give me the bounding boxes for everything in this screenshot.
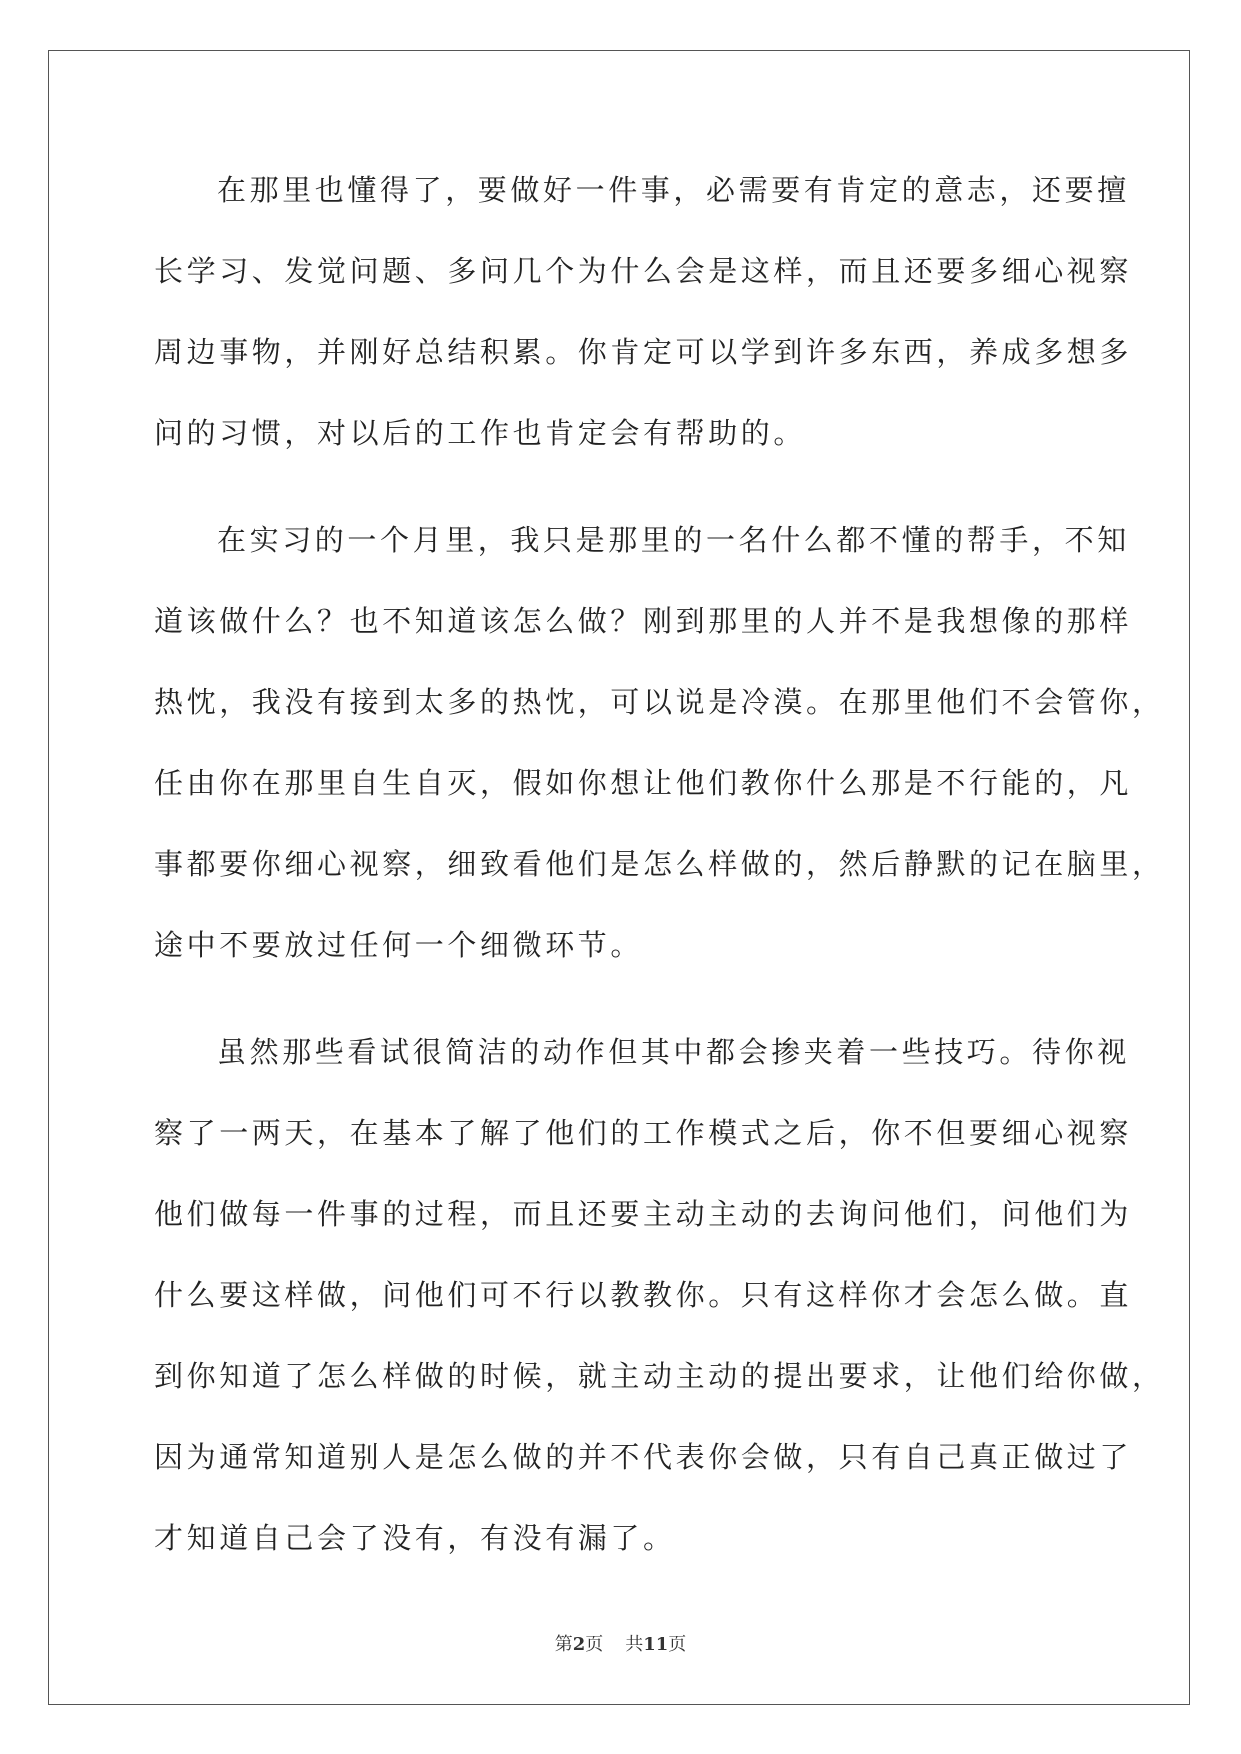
total-pages: 11 [643,1634,669,1655]
paragraph-1-line-4: 问的习惯，对以后的工作也肯定会有帮助的。 [154,416,807,450]
paragraph-3-line-5: 到你知道了怎么样做的时候，就主动主动的提出要求，让他们给你做， [154,1359,1165,1393]
paragraph-2-line-1: 在实习的一个月里，我只是那里的一名什么都不懂的帮手，不知 [217,523,1130,557]
page-footer [0,1630,1241,1656]
paragraph-2-line-2: 道该做什么？也不知道该怎么做？刚到那里的人并不是我想像的那样 [154,604,1133,638]
paragraph-3-line-6: 因为通常知道别人是怎么做的并不代表你会做，只有自己真正做过了 [154,1440,1133,1474]
page-number-prefix: 第 [554,1634,573,1655]
paragraph-2-line-3: 热忱，我没有接到太多的热忱，可以说是冷漠。在那里他们不会管你， [154,685,1165,719]
paragraph-3-line-7: 才知道自己会了没有，有没有漏了。 [154,1521,676,1555]
document-body [154,160,1165,1589]
total-pages-suffix: 页 [668,1634,687,1655]
paragraph-3-line-4: 什么要这样做，问他们可不行以教教你。只有这样你才会怎么做。直 [154,1278,1133,1312]
paragraph-3-line-3: 他们做每一件事的过程，而且还要主动主动的去询问他们，问他们为 [154,1197,1133,1231]
paragraph-2-line-5: 事都要你细心视察，细致看他们是怎么样做的，然后静默的记在脑里， [154,847,1165,881]
paragraph-3-line-1: 虽然那些看试很简洁的动作但其中都会掺夹着一些技巧。待你视 [217,1035,1130,1069]
paragraph-3-line-2: 察了一两天，在基本了解了他们的工作模式之后，你不但要细心视察 [154,1116,1133,1150]
paragraph-1-line-3: 周边事物，并刚好总结积累。你肯定可以学到许多东西，养成多想多 [154,335,1133,369]
paragraph-2-line-4: 任由你在那里自生自灭，假如你想让他们教你什么那是不行能的，凡 [154,766,1133,800]
paragraph-2-line-6: 途中不要放过任何一个细微环节。 [154,928,644,962]
page-number: 2 [572,1634,586,1655]
paragraph-spacer [154,996,1114,1022]
total-pages-prefix: 共 [625,1634,644,1655]
paragraph-spacer [154,484,1114,510]
paragraph-1-line-2: 长学习、发觉问题、多问几个为什么会是这样，而且还要多细心视察 [154,254,1133,288]
paragraph-1-line-1: 在那里也懂得了，要做好一件事，必需要有肯定的意志，还要擅 [217,173,1130,207]
page-number-suffix: 页 [585,1634,604,1655]
